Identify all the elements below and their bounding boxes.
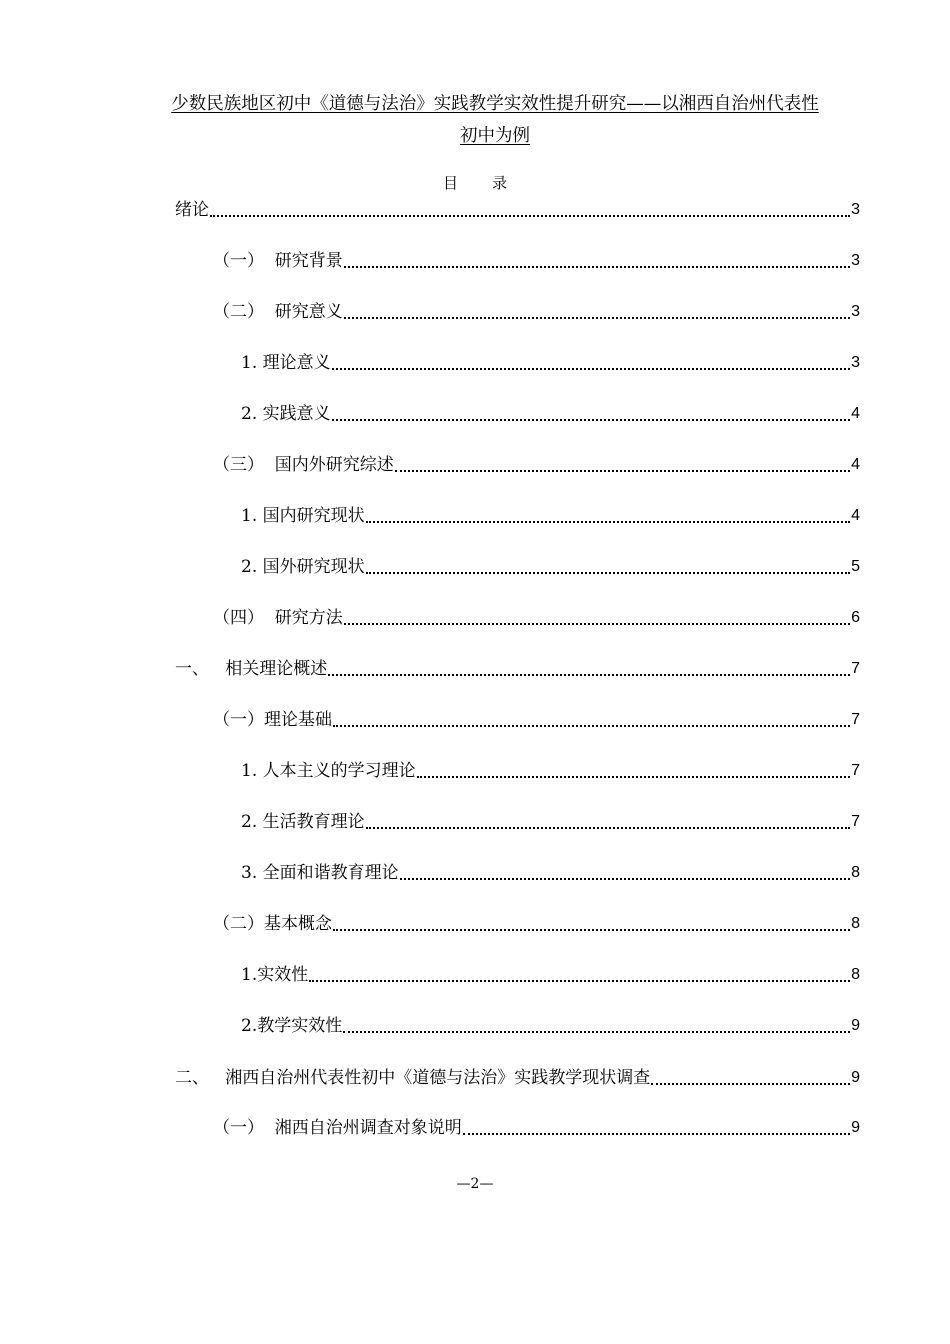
toc-entry-label: （一） 湘西自治州调查对象说明 <box>213 1118 462 1138</box>
toc-entry[interactable] <box>241 1013 860 1039</box>
toc-entry[interactable] <box>241 350 860 376</box>
toc-entry[interactable] <box>213 1115 860 1141</box>
toc-entry-page: 3 <box>851 201 860 218</box>
toc-entry-label: （三） 国内外研究综述 <box>213 455 394 475</box>
toc-entry-label: 1.实效性 <box>241 965 309 985</box>
toc-entry-label: 1. 人本主义的学习理论 <box>241 761 416 781</box>
toc-entry[interactable] <box>213 452 860 478</box>
toc-leader <box>395 470 850 472</box>
toc-entry-page: 9 <box>851 1119 860 1136</box>
toc-leader <box>333 725 850 727</box>
toc-entry-page: 7 <box>851 762 860 779</box>
toc-leader <box>366 572 850 574</box>
toc-entry[interactable] <box>241 554 860 580</box>
toc-entry[interactable] <box>241 401 860 427</box>
toc-leader <box>210 215 850 217</box>
toc-entry-label: 2.教学实效性 <box>241 1016 343 1036</box>
toc-leader <box>366 521 850 523</box>
toc-entry-page: 8 <box>851 864 860 881</box>
toc-entry-page: 3 <box>851 303 860 320</box>
toc-entry-label: （一） 研究背景 <box>213 251 343 271</box>
toc-leader <box>309 980 850 982</box>
toc-entry[interactable] <box>213 248 860 274</box>
toc-leader <box>366 827 850 829</box>
toc-entry-page: 4 <box>851 507 860 524</box>
toc-entry-page: 8 <box>851 966 860 983</box>
toc-entry-page: 3 <box>851 252 860 269</box>
header-line-1: 少数民族地区初中《道德与法治》实践教学实效性提升研究——以湘西自治州代表性 <box>171 94 819 114</box>
toc-entry[interactable] <box>213 911 860 937</box>
toc-entry-label: 二、 湘西自治州代表性初中《道德与法治》实践教学现状调查 <box>175 1068 651 1088</box>
toc-leader <box>651 1083 850 1085</box>
toc-entry-label: 3. 全面和谐教育理论 <box>241 863 399 883</box>
toc-leader <box>328 674 850 676</box>
toc-leader <box>417 776 850 778</box>
toc-entry-page: 5 <box>851 558 860 575</box>
toc-entry-page: 3 <box>851 354 860 371</box>
toc-entry[interactable] <box>241 962 860 988</box>
page-number: —2— <box>456 1176 494 1192</box>
toc-title-left: 目 <box>442 174 458 192</box>
toc-leader <box>344 266 850 268</box>
header-line-2: 初中为例 <box>460 126 530 146</box>
toc-entry[interactable] <box>213 299 860 325</box>
toc-entry-label: 2. 国外研究现状 <box>241 557 365 577</box>
toc-leader <box>332 368 850 370</box>
toc-entry-label: 2. 生活教育理论 <box>241 812 365 832</box>
toc-leader <box>344 623 850 625</box>
toc-entry[interactable] <box>241 809 860 835</box>
toc-entry-page: 6 <box>851 609 860 626</box>
toc-entry-label: （二） 研究意义 <box>213 302 343 322</box>
toc-entry-page: 8 <box>851 915 860 932</box>
toc-entry-label: （四） 研究方法 <box>213 608 343 628</box>
toc-entry-label: （二）基本概念 <box>213 914 332 934</box>
toc-entry-page: 9 <box>851 1069 860 1086</box>
toc-leader <box>344 317 850 319</box>
toc-entry-page: 4 <box>851 456 860 473</box>
toc-entry-label: 绪论 <box>175 200 209 220</box>
toc-leader <box>343 1031 850 1033</box>
toc-entry[interactable] <box>213 707 860 733</box>
toc-entry-page: 9 <box>851 1017 860 1034</box>
toc-entry[interactable] <box>175 1065 860 1091</box>
toc-leader <box>332 419 850 421</box>
toc-entry[interactable] <box>241 758 860 784</box>
toc-entry-label: 1. 国内研究现状 <box>241 506 365 526</box>
toc-entry-page: 7 <box>851 813 860 830</box>
toc-entry-label: 一、 相关理论概述 <box>175 659 328 679</box>
toc-entry-label: （一）理论基础 <box>213 710 332 730</box>
toc-entry-page: 7 <box>851 711 860 728</box>
toc-leader <box>333 929 850 931</box>
toc-leader <box>400 878 850 880</box>
toc-entry[interactable] <box>213 605 860 631</box>
toc-entry-label: 2. 实践意义 <box>241 404 331 424</box>
toc-entry-label: 1. 理论意义 <box>241 353 331 373</box>
toc-leader <box>463 1133 850 1135</box>
toc-entry-page: 7 <box>851 660 860 677</box>
toc-entry-page: 4 <box>851 405 860 422</box>
toc-entry[interactable] <box>175 197 860 223</box>
toc-entry[interactable] <box>241 860 860 886</box>
toc-entry[interactable] <box>175 656 860 682</box>
toc-entry[interactable] <box>241 503 860 529</box>
toc-title-right: 录 <box>492 174 508 192</box>
